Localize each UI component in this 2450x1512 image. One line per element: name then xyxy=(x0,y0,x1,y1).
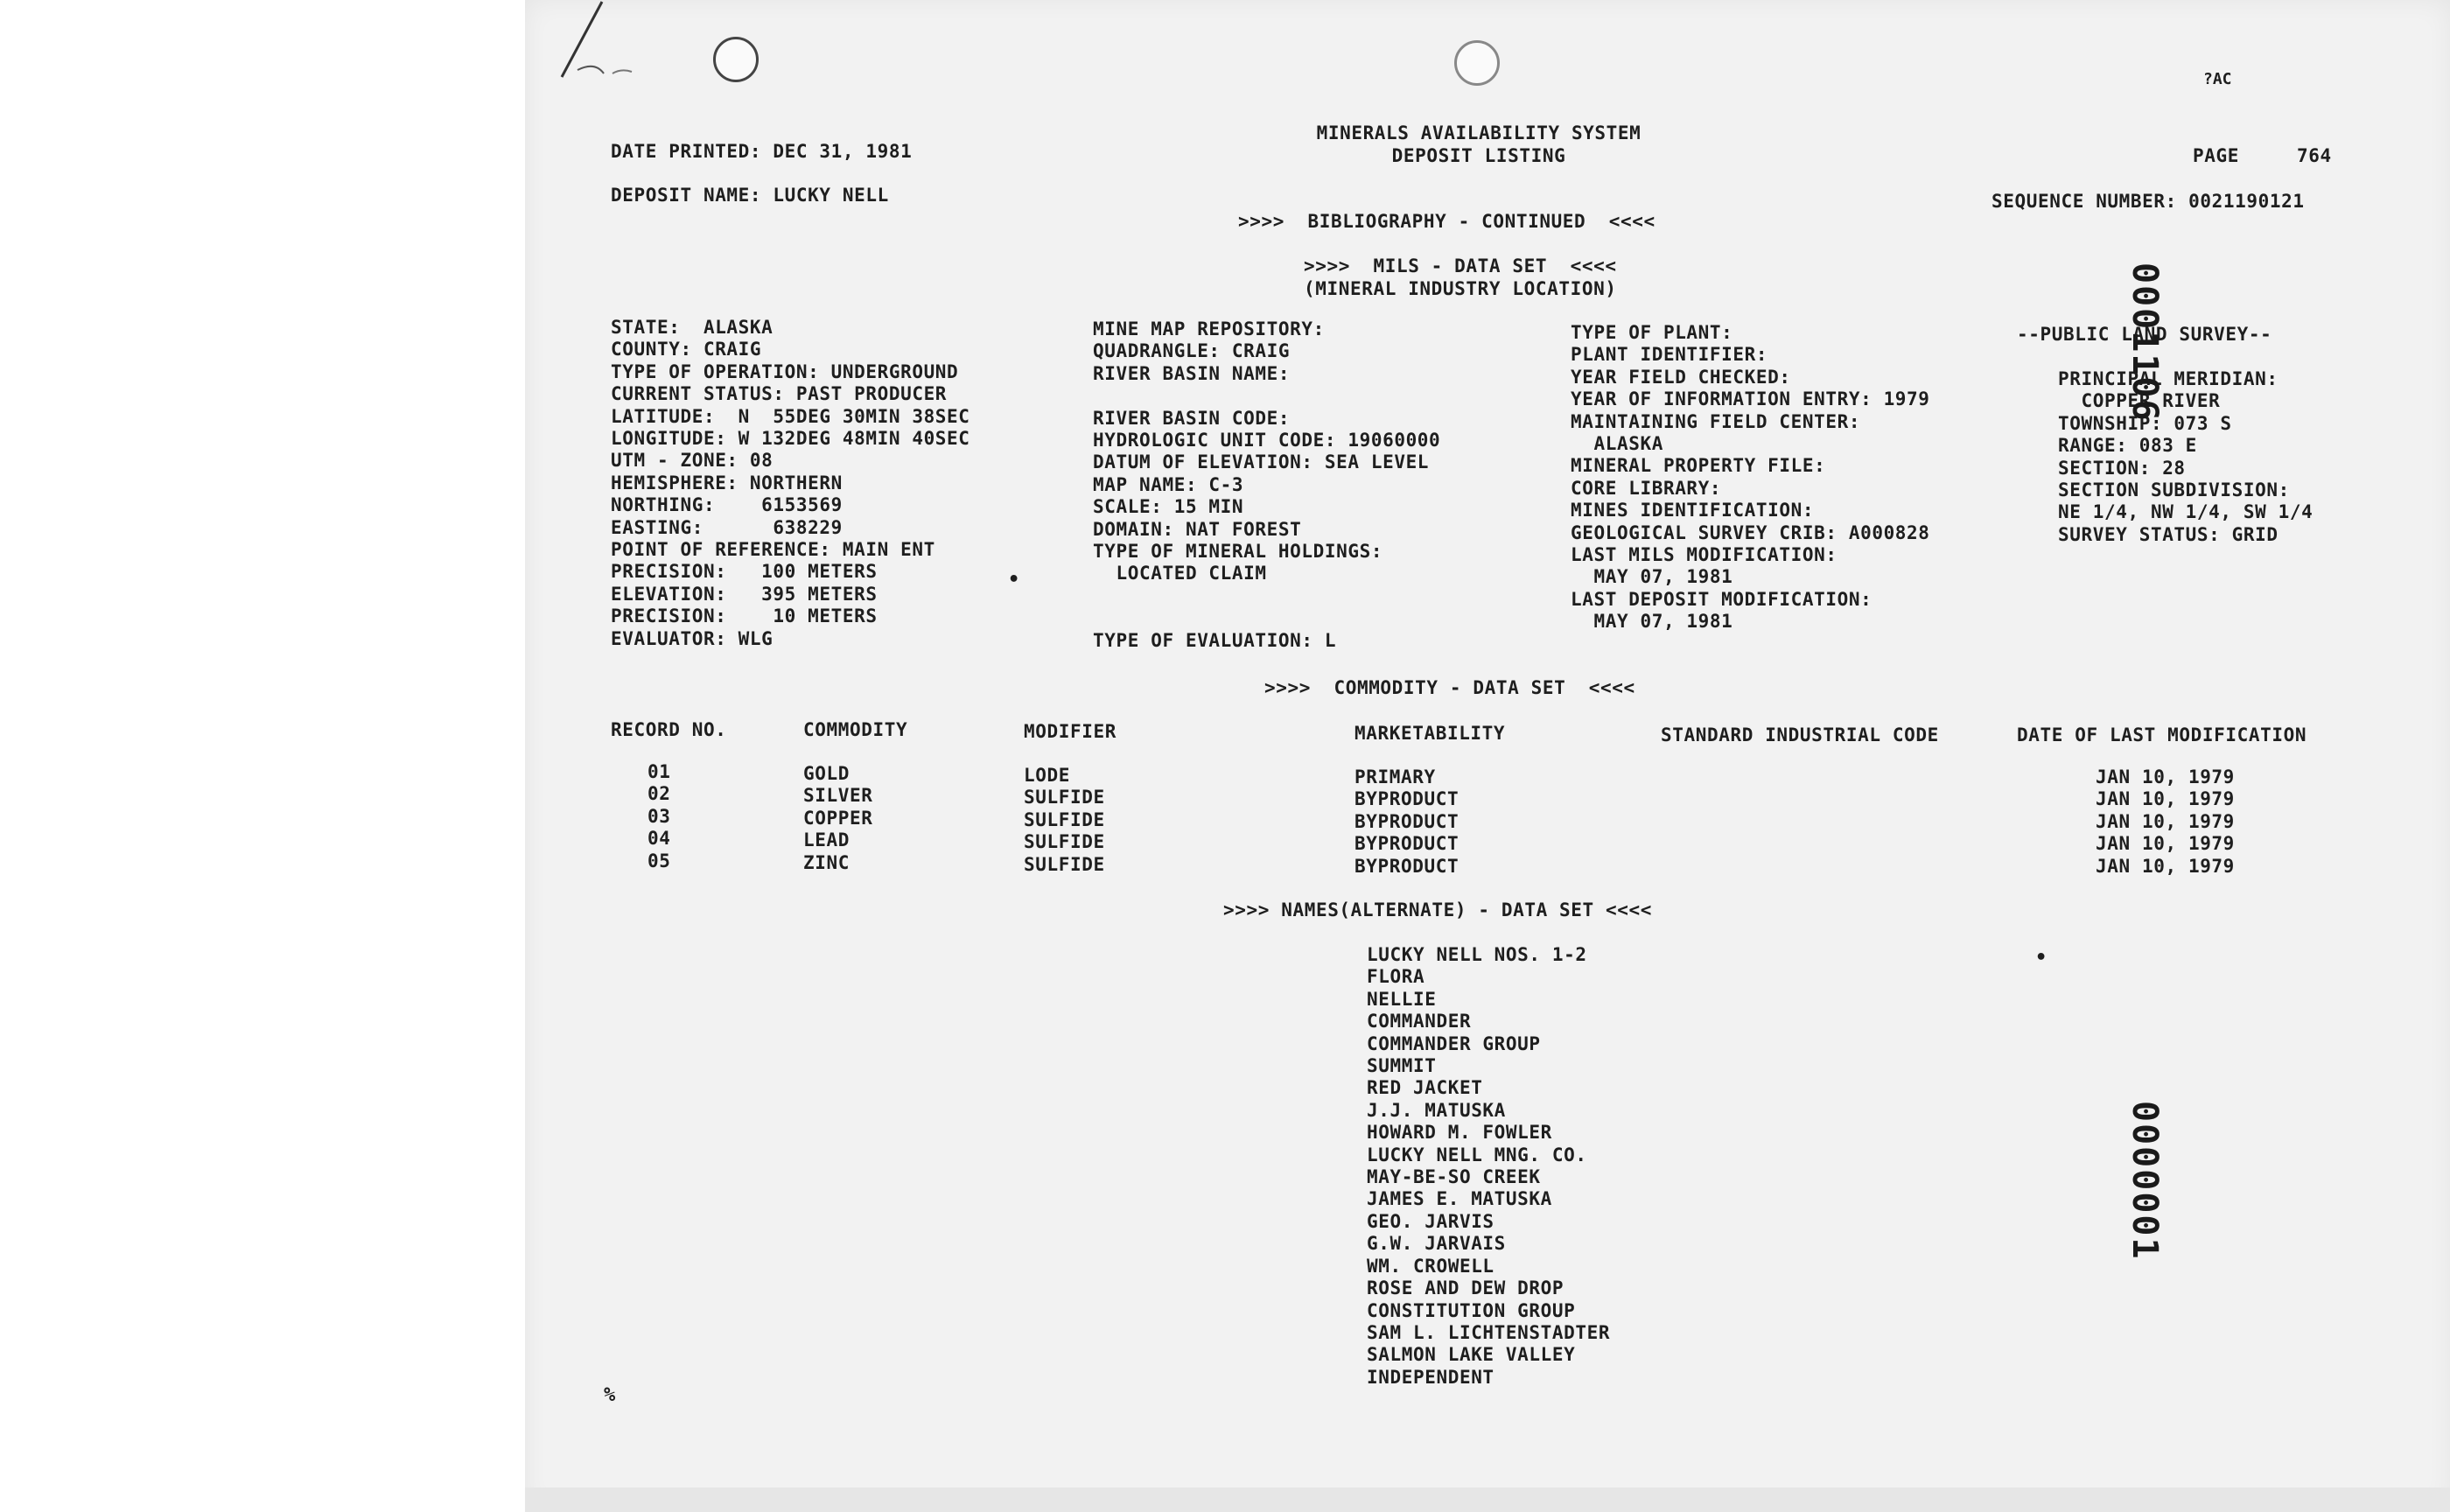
list-item: ROSE AND DEW DROP xyxy=(1367,1278,1564,1299)
page-label: PAGE xyxy=(2193,145,2239,166)
header-sic: STANDARD INDUSTRIAL CODE xyxy=(1661,724,1939,746)
header-record: RECORD NO. xyxy=(611,719,727,740)
list-item: COMMANDER GROUP xyxy=(1367,1032,1541,1054)
header-marketability: MARKETABILITY xyxy=(1354,723,1506,744)
spacer xyxy=(1093,585,1440,607)
mils-column-4 xyxy=(2058,368,2313,546)
sequence-number: SEQUENCE NUMBER: 0021190121 xyxy=(1992,191,2305,212)
table-cell: 04 xyxy=(648,828,671,850)
field-property-file: MINERAL PROPERTY FILE: xyxy=(1571,455,1826,477)
table-cell: SULFIDE xyxy=(1024,787,1105,808)
field-evaluator: EVALUATOR: WLG xyxy=(611,627,774,649)
names-list xyxy=(1367,944,1610,1389)
field-map-repository: MINE MAP REPOSITORY: xyxy=(1093,318,1325,340)
list-item: SALMON LAKE VALLEY xyxy=(1367,1344,1576,1366)
mils-column-1 xyxy=(611,317,970,650)
list-item: HOWARD M. FOWLER xyxy=(1367,1122,1552,1144)
deposit-name: DEPOSIT NAME: LUCKY NELL xyxy=(611,185,889,206)
field-plant-id: PLANT IDENTIFIER: xyxy=(1571,344,1768,366)
list-item: COMMANDER xyxy=(1367,1011,1472,1032)
spacer xyxy=(1093,607,1440,629)
table-cell: LODE xyxy=(1024,765,1070,786)
list-item: J.J. MATUSKA xyxy=(1367,1099,1506,1121)
field-quadrangle: QUADRANGLE: CRAIG xyxy=(1093,340,1291,362)
system-title: MINERALS AVAILABILITY SYSTEM xyxy=(1316,122,1642,144)
list-item: LUCKY NELL NOS. 1-2 xyxy=(1367,944,1587,965)
list-item: WM. CROWELL xyxy=(1367,1255,1494,1277)
percent-mark: % xyxy=(604,1384,616,1406)
field-elevation: ELEVATION: 395 METERS xyxy=(611,583,878,605)
stamp-number-top: 0001106 xyxy=(2124,262,2165,423)
page-number: 764 xyxy=(2297,145,2332,166)
field-plant-type: TYPE OF PLANT: xyxy=(1571,322,1733,343)
table-cell: JAN 10, 1979 xyxy=(2096,788,2235,810)
pen-mark-icon xyxy=(551,0,656,96)
table-cell: BYPRODUCT xyxy=(1354,810,1460,832)
field-longitude: LONGITUDE: W 132DEG 48MIN 40SEC xyxy=(611,428,970,450)
listing-title: DEPOSIT LISTING xyxy=(1391,145,1566,166)
field-field-center: MAINTAINING FIELD CENTER: xyxy=(1571,410,1861,432)
field-utm-zone: UTM - ZONE: 08 xyxy=(611,450,774,472)
stamp-number-bottom: 0000001 xyxy=(2124,1101,2165,1261)
list-item: FLORA xyxy=(1367,966,1425,988)
dot-mark: • xyxy=(1008,569,1020,591)
field-deposit-mod-date: MAY 07, 1981 xyxy=(1571,611,1733,633)
table-cell: SULFIDE xyxy=(1024,808,1105,830)
field-river-basin-code: RIVER BASIN CODE: xyxy=(1093,407,1291,429)
table-cell: 02 xyxy=(648,783,671,805)
mils-title: >>>> MILS - DATA SET <<<< xyxy=(1304,256,1617,276)
field-precision-elev: PRECISION: 10 METERS xyxy=(611,606,878,627)
table-cell: SULFIDE xyxy=(1024,831,1105,853)
table-cell: JAN 10, 1979 xyxy=(2096,766,2235,788)
field-operation: TYPE OF OPERATION: UNDERGROUND xyxy=(611,360,959,382)
table-cell: SILVER xyxy=(803,785,873,807)
field-river-basin-name: RIVER BASIN NAME: xyxy=(1093,362,1291,384)
field-range: RANGE: 083 E xyxy=(2058,435,2197,457)
corner-mark: ?AC xyxy=(2203,70,2232,88)
field-subdivision-value: NE 1/4, NW 1/4, SW 1/4 xyxy=(2058,501,2314,523)
table-cell: BYPRODUCT xyxy=(1354,855,1460,877)
table-cell: ZINC xyxy=(803,851,850,873)
header-modifier: MODIFIER xyxy=(1024,721,1116,742)
table-cell: PRIMARY xyxy=(1354,766,1436,788)
list-item: GEO. JARVIS xyxy=(1367,1210,1494,1232)
field-scale: SCALE: 15 MIN xyxy=(1093,496,1244,518)
table-cell: LEAD xyxy=(803,830,850,851)
field-datum: DATUM OF ELEVATION: SEA LEVEL xyxy=(1093,452,1430,473)
column-date xyxy=(2096,766,2235,878)
date-printed: DATE PRINTED: DEC 31, 1981 xyxy=(611,141,913,162)
list-item: SAM L. LICHTENSTADTER xyxy=(1367,1321,1611,1343)
field-deposit-mod: LAST DEPOSIT MODIFICATION: xyxy=(1571,588,1872,610)
sheet-bottom-edge xyxy=(525,1488,2450,1512)
field-status: CURRENT STATUS: PAST PRODUCER xyxy=(611,383,948,405)
field-core-library: CORE LIBRARY: xyxy=(1571,477,1722,499)
column-commodity xyxy=(803,763,872,874)
field-mils-mod: LAST MILS MODIFICATION: xyxy=(1571,544,1838,566)
field-mines-id: MINES IDENTIFICATION: xyxy=(1571,500,1815,522)
names-title: >>>> NAMES(ALTERNATE) - DATA SET <<<< xyxy=(1223,900,1652,920)
table-cell: JAN 10, 1979 xyxy=(2096,855,2235,877)
table-cell: JAN 10, 1979 xyxy=(2096,810,2235,832)
field-holdings: TYPE OF MINERAL HOLDINGS: xyxy=(1093,541,1383,563)
list-item: MAY-BE-SO CREEK xyxy=(1367,1166,1541,1188)
list-item: G.W. JARVAIS xyxy=(1367,1233,1506,1255)
list-item: CONSTITUTION GROUP xyxy=(1367,1299,1576,1321)
list-item: INDEPENDENT xyxy=(1367,1366,1494,1388)
field-survey-status: SURVEY STATUS: GRID xyxy=(2058,523,2278,545)
field-map-name: MAP NAME: C-3 xyxy=(1093,473,1244,495)
dot-mark: • xyxy=(2035,947,2048,969)
table-cell: BYPRODUCT xyxy=(1354,788,1460,810)
field-latitude: LATITUDE: N 55DEG 30MIN 38SEC xyxy=(611,405,970,427)
column-modifier xyxy=(1024,765,1105,876)
punch-hole xyxy=(1454,40,1500,86)
commodity-title: >>>> COMMODITY - DATA SET <<<< xyxy=(1264,677,1635,698)
table-cell: 05 xyxy=(648,850,671,872)
field-meridian: PRINCIPAL MERIDIAN: xyxy=(2058,368,2278,389)
mils-column-2 xyxy=(1093,318,1440,652)
field-section: SECTION: 28 xyxy=(2058,457,2186,479)
spacer xyxy=(1093,385,1440,407)
header-commodity: COMMODITY xyxy=(803,719,908,740)
list-item: RED JACKET xyxy=(1367,1077,1483,1099)
field-county: COUNTY: CRAIG xyxy=(611,339,762,360)
field-mils-mod-date: MAY 07, 1981 xyxy=(1571,566,1733,588)
list-item: LUCKY NELL MNG. CO. xyxy=(1367,1144,1587,1166)
field-domain: DOMAIN: NAT FOREST xyxy=(1093,518,1302,540)
list-item: NELLIE xyxy=(1367,988,1437,1010)
bibliography-heading: >>>> BIBLIOGRAPHY - CONTINUED <<<< xyxy=(1238,211,1656,232)
field-hydrologic-code: HYDROLOGIC UNIT CODE: 19060000 xyxy=(1093,430,1441,452)
field-easting: EASTING: 638229 xyxy=(611,516,843,538)
punch-hole xyxy=(713,37,759,82)
table-cell: JAN 10, 1979 xyxy=(2096,833,2235,855)
field-subdivision: SECTION SUBDIVISION: xyxy=(2058,480,2290,501)
list-item: JAMES E. MATUSKA xyxy=(1367,1188,1552,1210)
mils-column-3 xyxy=(1571,322,1930,634)
table-cell: SULFIDE xyxy=(1024,853,1105,875)
field-state: STATE: ALASKA xyxy=(611,317,774,338)
field-holdings-value: LOCATED CLAIM xyxy=(1093,563,1267,584)
column-record xyxy=(648,761,671,872)
field-survey-crib: GEOLOGICAL SURVEY CRIB: A000828 xyxy=(1571,522,1930,543)
table-cell: GOLD xyxy=(803,763,850,784)
mils-subtitle: (MINERAL INDUSTRY LOCATION) xyxy=(1304,278,1617,299)
table-cell: 03 xyxy=(648,805,671,827)
field-field-center-value: ALASKA xyxy=(1571,433,1663,455)
field-year-checked: YEAR FIELD CHECKED: xyxy=(1571,366,1791,388)
table-cell: 01 xyxy=(648,761,671,782)
field-evaluation-type: TYPE OF EVALUATION: L xyxy=(1093,629,1337,651)
field-hemisphere: HEMISPHERE: NORTHERN xyxy=(611,472,843,494)
table-cell: BYPRODUCT xyxy=(1354,833,1460,855)
field-reference: POINT OF REFERENCE: MAIN ENT xyxy=(611,539,935,561)
header-date: DATE OF LAST MODIFICATION xyxy=(2017,724,2307,746)
field-precision: PRECISION: 100 METERS xyxy=(611,561,878,583)
column-marketability xyxy=(1354,766,1459,878)
field-northing: NORTHING: 6153569 xyxy=(611,494,843,516)
field-year-entry: YEAR OF INFORMATION ENTRY: 1979 xyxy=(1571,388,1930,410)
table-cell: COPPER xyxy=(803,807,873,829)
list-item: SUMMIT xyxy=(1367,1055,1437,1077)
field-township: TOWNSHIP: 073 S xyxy=(2058,412,2232,434)
field-meridian-value: COPPER RIVER xyxy=(2058,390,2221,412)
public-land-survey-title: --PUBLIC LAND SURVEY-- xyxy=(2017,324,2272,345)
